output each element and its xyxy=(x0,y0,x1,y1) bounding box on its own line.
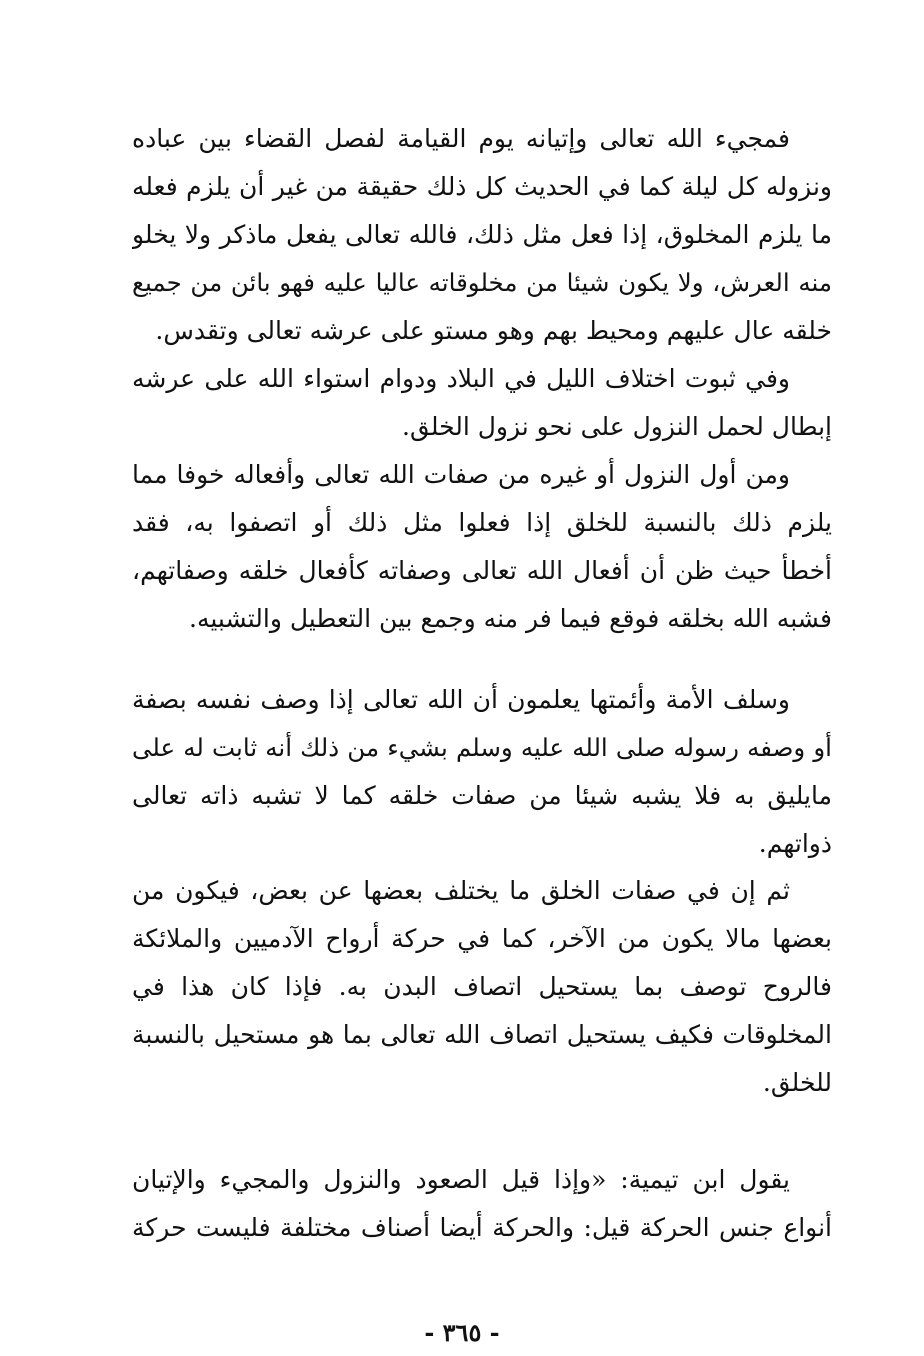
page-number: - ٣٦٥ - xyxy=(424,1318,500,1347)
paragraph-5 xyxy=(132,867,832,1107)
text-line: وسلف الأمة وأئمتها يعلمون أن الله تعالى إذا وصف نفسه بصفة xyxy=(132,685,790,714)
text-line: المخلوقات فكيف يستحيل اتصاف الله تعالى بما هو مستحيل بالنسبة xyxy=(132,1020,832,1049)
text-line: فالروح توصف بما يستحيل اتصاف البدن به. فإذا كان هذا في xyxy=(132,972,832,1001)
text-line: فشبه الله بخلقه فوقع فيما فر منه وجمع بين التعطيل والتشبيه. xyxy=(189,604,832,633)
text-line: أنواع جنس الحركة قيل: والحركة أيضا أصناف مختلفة فليست حركة xyxy=(132,1213,832,1242)
paragraph-6 xyxy=(132,1156,832,1252)
paragraph-1 xyxy=(132,115,832,355)
paragraph-3 xyxy=(132,451,832,643)
text-line: يلزم ذلك بالنسبة للخلق إذا فعلوا مثل ذلك أو اتصفوا به، فقد xyxy=(132,508,832,537)
text-line: خلقه عال عليهم ومحيط بهم وهو مستو على عرشه تعالى وتقدس. xyxy=(155,316,832,345)
text-line: يقول ابن تيمية: «وإذا قيل الصعود والنزول والمجيء والإتيان xyxy=(132,1165,790,1194)
text-line: منه العرش، ولا يكون شيئا من مخلوقاته عاليا عليه فهو بائن من جميع xyxy=(132,268,832,297)
text-line: مايليق به فلا يشبه شيئا من صفات خلقه كما لا تشبه ذاته تعالى xyxy=(132,781,832,810)
text-line: بعضها مالا يكون من الآخر، كما في حركة أرواح الآدميين والملائكة xyxy=(132,924,832,953)
text-line: ومن أول النزول أو غيره من صفات الله تعالى وأفعاله خوفا مما xyxy=(132,460,790,489)
text-line: أو وصفه رسوله صلى الله عليه وسلم بشيء من ذلك أنه ثابت له على xyxy=(132,733,832,762)
text-line: وفي ثبوت اختلاف الليل في البلاد ودوام استواء الله على عرشه xyxy=(132,364,790,393)
text-line: ما يلزم المخلوق، إذا فعل مثل ذلك، فالله تعالى يفعل ماذكر ولا يخلو xyxy=(132,220,832,249)
text-line: ثم إن في صفات الخلق ما يختلف بعضها عن بعض، فيكون من xyxy=(132,876,790,905)
text-line: إبطال لحمل النزول على نحو نزول الخلق. xyxy=(402,412,832,441)
text-line: ونزوله كل ليلة كما في الحديث كل ذلك حقيقة من غير أن يلزم فعله xyxy=(132,172,832,201)
text-line: أخطأ حيث ظن أن أفعال الله تعالى وصفاته كأفعال خلقه وصفاتهم، xyxy=(132,556,832,585)
text-line: للخلق. xyxy=(762,1068,832,1097)
paragraph-2 xyxy=(132,355,832,451)
text-line: فمجيء الله تعالى وإتيانه يوم القيامة لفصل القضاء بين عباده xyxy=(132,124,790,153)
paragraph-4 xyxy=(132,676,832,868)
text-line: ذواتهم. xyxy=(758,829,832,858)
